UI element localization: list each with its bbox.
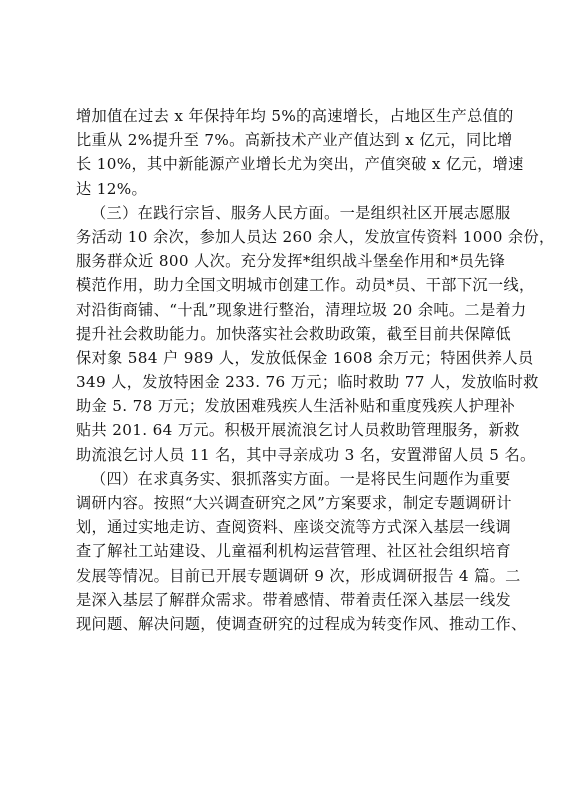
text-line: 划，通过实地走访、查阅资料、座谈交流等方式深入基层一线调 bbox=[76, 518, 512, 537]
section-heading-line: （三）在践行宗旨、服务人民方面。一是组织社区开展志愿服 bbox=[91, 203, 511, 222]
text-line: 查了解社工站建设、儿童福利机构运营管理、社区社会组织培育 bbox=[76, 542, 512, 561]
text-line: 对沿街商铺、“十乱”现象进行整治，清理垃圾 20 余吨。二是着力 bbox=[76, 300, 527, 319]
text-line: 务活动 10 余次，参加人员达 260 余人，发放宣传资料 1000 余份， bbox=[76, 227, 555, 246]
text-line: 调研内容。按照“大兴调查研究之风”方案要求，制定专题调研计 bbox=[76, 494, 512, 512]
text-line: 长 10%，其中新能源产业增长尤为突出，产值突破 x 亿元，增速 bbox=[76, 155, 524, 174]
text-line: 模范作用，助力全国文明城市创建工作。动员*员、干部下沉一线， bbox=[76, 276, 535, 295]
section-heading-line: （四）在求真务实、狠抓落实方面。一是将民生问题作为重要 bbox=[91, 469, 511, 488]
text-line: 发展等情况。目前已开展专题调研 9 次，形成调研报告 4 篇。二 bbox=[76, 566, 521, 585]
text-line: 现问题、解决问题，使调查研究的过程成为转变作风、推动工作、 bbox=[76, 614, 527, 633]
text-line: 助金 5. 78 万元；发放困难残疾人生活补贴和重度残疾人护理补 bbox=[76, 397, 516, 416]
text-line: 增加值在过去 x 年保持年均 5%的高速增长，占地区生产总值的 bbox=[76, 107, 514, 125]
text-line: 达 12%。 bbox=[76, 179, 148, 198]
text-line: 助流浪乞讨人员 11 名，其中寻亲成功 3 名，安置滞留人员 5 名。 bbox=[76, 445, 536, 464]
text-line: 比重从 2%提升至 7%。高新技术产业产值达到 x 亿元，同比增 bbox=[76, 131, 513, 150]
text-line: 是深入基层了解群众需求。带着感情、带着责任深入基层一线发 bbox=[76, 590, 512, 609]
text-line: 服务群众近 800 人次。充分发挥*组织战斗堡垒作用和*员先锋 bbox=[76, 252, 506, 271]
text-line: 贴共 201. 64 万元。积极开展流浪乞讨人员救助管理服务，新救 bbox=[76, 421, 520, 440]
text-line: 保对象 584 户 989 人，发放低保金 1608 余万元；特困供养人员 bbox=[76, 348, 534, 367]
text-line: 349 人，发放特困金 233. 76 万元；临时救助 77 人，发放临时救 bbox=[76, 373, 539, 392]
text-line: 提升社会救助能力。加快落实社会救助政策，截至目前共保障低 bbox=[76, 324, 512, 343]
